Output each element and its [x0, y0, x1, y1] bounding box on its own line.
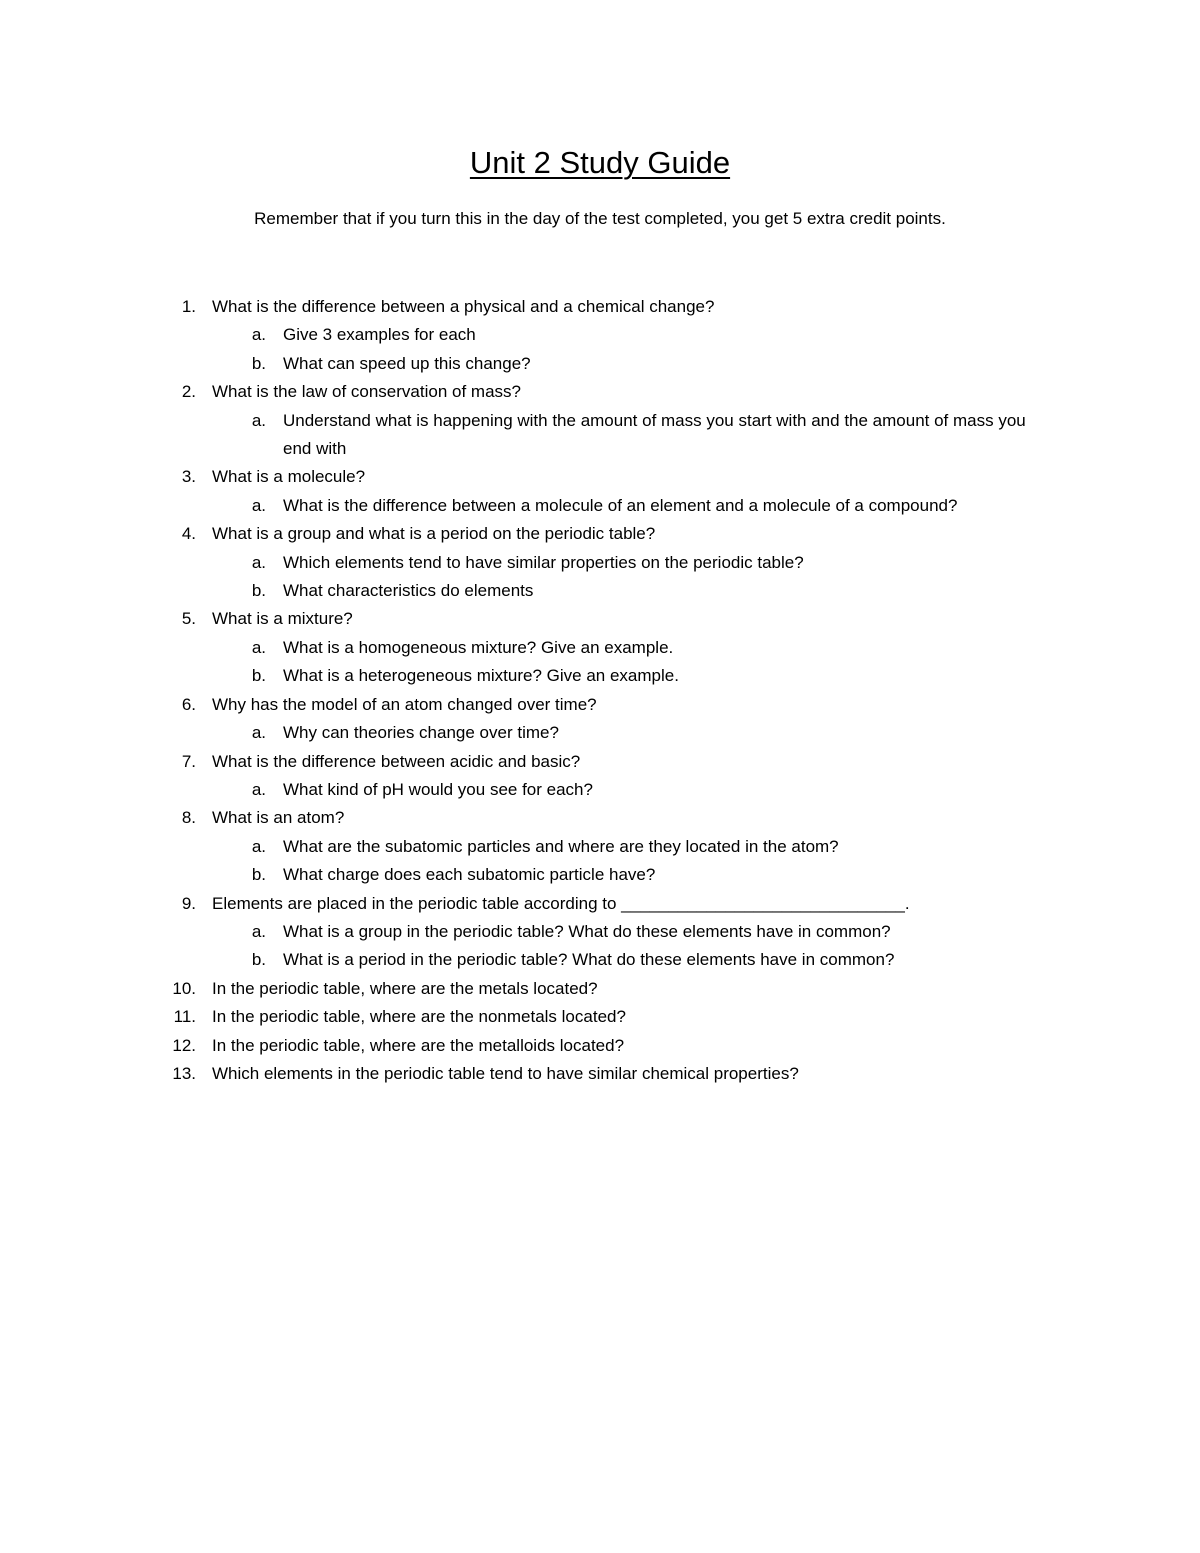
- question-number: 3.: [181, 467, 196, 487]
- question-text: In the periodic table, where are the metalloids located?: [212, 1035, 625, 1055]
- sub-question-item: [0, 407, 1200, 464]
- question-item: [0, 975, 1200, 1003]
- sub-question-text: What are the subatomic particles and where are they located in the atom?: [283, 836, 839, 856]
- sub-question-text: What is the difference between a molecule of an element and a molecule of a compound?: [283, 495, 958, 515]
- question-item: [0, 520, 1200, 548]
- sub-question-letter: a.: [251, 637, 266, 657]
- sub-question-letter: a.: [251, 410, 266, 430]
- question-item: [0, 804, 1200, 832]
- question-item: [0, 378, 1200, 406]
- sub-question-text: What is a heterogeneous mixture? Give an example.: [283, 666, 679, 686]
- question-text: What is the difference between acidic and basic?: [212, 751, 581, 771]
- question-text: Why has the model of an atom changed over time?: [212, 694, 597, 714]
- sub-question-text: What is a group in the periodic table? What do these elements have in common?: [283, 921, 891, 941]
- sub-question-letter: a.: [251, 921, 266, 941]
- sub-question-text: What kind of pH would you see for each?: [283, 779, 593, 799]
- sub-question-letter: b.: [251, 666, 266, 686]
- sub-question-item: [0, 719, 1200, 747]
- sub-question-text: Give 3 examples for each: [283, 325, 476, 345]
- question-text: What is an atom?: [212, 808, 345, 828]
- question-text: What is a group and what is a period on the periodic table?: [212, 524, 656, 544]
- sub-question-text: What can speed up this change?: [283, 353, 531, 373]
- question-item: [0, 1060, 1200, 1088]
- sub-question-letter: a.: [251, 779, 266, 799]
- question-text: Elements are placed in the periodic table according to ______________________________.: [212, 893, 910, 913]
- sub-question-item: [0, 634, 1200, 662]
- sub-question-item: [0, 833, 1200, 861]
- question-number: 1.: [181, 297, 196, 316]
- sub-question-letter: a.: [251, 723, 266, 743]
- intro-note: Remember that if you turn this in the day of the test completed, you get 5 extra credit points.: [254, 209, 946, 228]
- sub-question-letter: b.: [251, 353, 266, 373]
- sub-question-item: [0, 350, 1200, 378]
- question-text: Which elements in the periodic table tend to have similar chemical properties?: [212, 1063, 799, 1083]
- sub-question-letter: b.: [251, 950, 266, 970]
- question-number: 8.: [181, 808, 196, 828]
- question-number: 10.: [172, 978, 196, 998]
- question-text: What is the difference between a physical and a chemical change?: [212, 297, 715, 316]
- sub-question-item: [0, 662, 1200, 690]
- sub-question-item: [0, 321, 1200, 349]
- sub-question-letter: a.: [251, 552, 266, 572]
- question-number: 13.: [172, 1063, 196, 1083]
- sub-question-text: Understand what is happening with the amount of mass you start with and the amount of mass you end with: [283, 410, 1026, 459]
- sub-question-text: What is a homogeneous mixture? Give an example.: [283, 637, 674, 657]
- question-item: [0, 691, 1200, 719]
- question-item: [0, 293, 1200, 321]
- question-number: 9.: [181, 893, 196, 913]
- question-item: [0, 1032, 1200, 1060]
- sub-question-letter: a.: [251, 325, 266, 345]
- question-number: 5.: [181, 609, 196, 629]
- sub-question-letter: b.: [251, 865, 266, 885]
- question-item: [0, 463, 1200, 491]
- sub-question-item: [0, 918, 1200, 946]
- sub-question-letter: a.: [251, 836, 266, 856]
- sub-question-text: What is a period in the periodic table? What do these elements have in common?: [283, 950, 895, 970]
- sub-question-text: What charge does each subatomic particle have?: [283, 865, 656, 885]
- question-item: [0, 748, 1200, 776]
- sub-question-text: What characteristics do elements: [283, 581, 534, 601]
- sub-question-item: [0, 577, 1200, 605]
- sub-question-item: [0, 861, 1200, 889]
- question-item: [0, 605, 1200, 633]
- question-number: 4.: [181, 524, 196, 544]
- question-number: 6.: [181, 694, 196, 714]
- question-list: [0, 293, 1200, 1088]
- page-title: Unit 2 Study Guide: [469, 145, 731, 180]
- question-number: 11.: [173, 1007, 196, 1027]
- sub-question-item: [0, 492, 1200, 520]
- question-item: [0, 1003, 1200, 1031]
- question-text: What is a molecule?: [212, 467, 366, 487]
- sub-question-text: Which elements tend to have similar properties on the periodic table?: [283, 552, 804, 572]
- sub-question-text: Why can theories change over time?: [283, 723, 559, 743]
- question-item: [0, 890, 1200, 918]
- sub-question-item: [0, 776, 1200, 804]
- question-text: In the periodic table, where are the nonmetals located?: [212, 1007, 626, 1027]
- sub-question-item: [0, 946, 1200, 974]
- sub-question-letter: a.: [251, 495, 266, 515]
- question-number: 12.: [172, 1035, 196, 1055]
- question-text: What is a mixture?: [212, 609, 353, 629]
- sub-question-item: [0, 549, 1200, 577]
- question-text: What is the law of conservation of mass?: [212, 382, 521, 402]
- question-number: 2.: [181, 382, 196, 402]
- question-number: 7.: [181, 751, 196, 771]
- sub-question-letter: b.: [251, 581, 266, 601]
- question-text: In the periodic table, where are the metals located?: [212, 978, 598, 998]
